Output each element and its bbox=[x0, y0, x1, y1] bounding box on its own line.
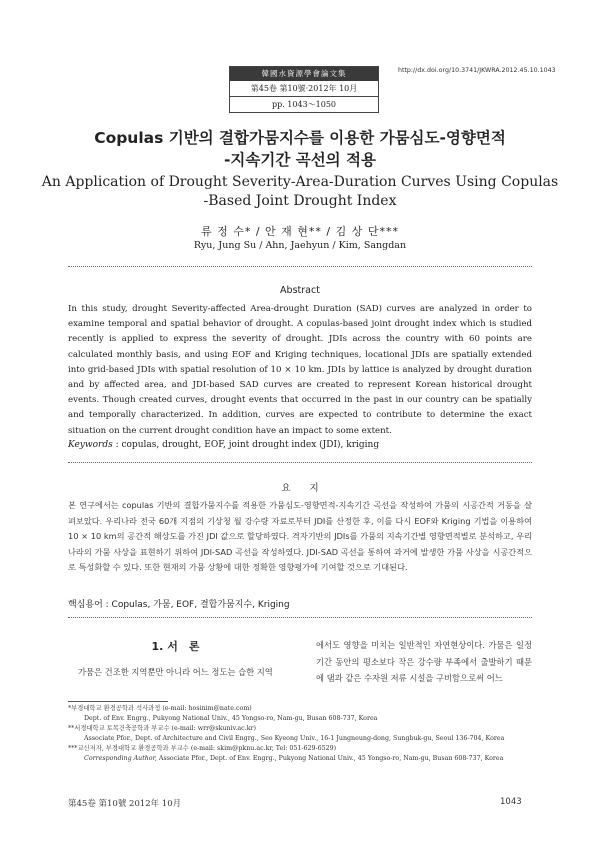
footnote-line: 부경대학교 환경공학과 석사과정 (e-mail: hosinim@nate.com) bbox=[71, 705, 252, 712]
footnote-1 bbox=[68, 704, 538, 724]
title-korean-line1: Copulas 기반의 결합가뭄지수를 이용한 가뭄심도-영향면적 bbox=[94, 129, 506, 147]
section-heading-introduction: 1. 서 론 bbox=[151, 640, 200, 653]
corresponding-author-label: Corresponding Author, bbox=[84, 755, 157, 763]
page-number: 1043 bbox=[500, 797, 522, 807]
footnote-line: Associate Pfor., Dept. of Architecture and Civil Engrg., Seo Kyeong Univ., 16-1 Jungneung-dong, Sungbuk-gu, Seoul 136-704, Korea bbox=[84, 735, 505, 743]
summary-keywords-label: 핵심용어 bbox=[68, 600, 103, 610]
authors-korean: 류 정 수* / 안 재 현** / 김 상 단*** bbox=[200, 225, 399, 238]
footnote-line: 서경대학교 토목건축공학과 부교수 (e-mail: wrr@skuniv.ac.kr) bbox=[74, 725, 256, 732]
divider bbox=[68, 266, 532, 267]
summary-keywords: 핵심용어 : Copulas, 가뭄, EOF, 결합가뭄지수, Kriging bbox=[68, 600, 290, 610]
footnote-line bbox=[68, 754, 538, 764]
divider bbox=[68, 462, 532, 463]
divider bbox=[68, 617, 532, 618]
authors-english: Ryu, Jung Su / Ahn, Jaehyun / Kim, Sangdan bbox=[193, 240, 407, 251]
footer-journal-issue: 第45卷 第10號 2012年 10月 bbox=[68, 799, 182, 809]
journal-pages: pp. 1043～1050 bbox=[271, 100, 337, 109]
keywords-label: Keywords bbox=[68, 440, 113, 450]
keywords-list: copulas, drought, EOF, joint drought index (JDI), kriging bbox=[121, 440, 380, 450]
title-korean-line2: -지속기간 곡선의 적용 bbox=[224, 151, 376, 169]
doi-link[interactable]: http://dx.doi.org/10.3741/JKWRA.2012.45.10.1043 bbox=[398, 67, 556, 74]
body-column-1: 가뭄은 건조한 지역뿐만 아니라 어느 정도는 습한 지역 bbox=[78, 667, 273, 677]
summary-text: 본 연구에서는 copulas 기반의 결합가뭄지수를 적용한 가뭄심도-영향면적-지속기간 곡선을 작성하여 가뭄의 시공간적 거동을 살펴보았다. 우리나라 전국 60개 지점의 기상청 월 강수량 자료로부터 JDI를 산정한 후, 이를 다시 EOF와 Kriging 기법을 이용하여 10 × 10 km의 공간적 해상도를 가진 JDI 값으로 할당하였다. 격자기반의 JDIs를 가뭄의 지속기간별 영향면적별로 분석하고, 우리나라의 가뭄 사상을 표현하기 위하여 JDI-SAD 곡선을 작성하였다. JDI-SAD 곡선을 통하여 과거에 발생한 가뭄 사상을 시공간적으로 특성화할 수 있다. 또한 현재의 가뭄 상황에 대한 정확한 영향평가에 기여할 것으로 기대된다. bbox=[68, 500, 532, 572]
footnote-mark: ** bbox=[68, 725, 75, 732]
title-english-line1: An Application of Drought Severity-Area-Duration Curves Using Copulas bbox=[41, 174, 559, 190]
title-english-line2: -Based Joint Drought Index bbox=[203, 193, 397, 209]
summary-heading: 요 지 bbox=[281, 483, 319, 494]
footnote-rule bbox=[68, 701, 168, 702]
footnote-2 bbox=[68, 724, 538, 744]
footnote-line: 교신저자, 부경대학교 환경공학과 부교수 (e-mail: skim@pknu.ac.kr, Tel: 051-629-6529) bbox=[77, 745, 337, 752]
footnote-line: Associate Pfor., Dept. of Env. Engrg., Pukyong National Univ., 45 Yongso-ro, Nam-gu, Busan 608-737, Korea bbox=[158, 755, 504, 763]
footnote-mark: * bbox=[68, 705, 72, 712]
abstract-keywords: Keywords : copulas, drought, EOF, joint drought index (JDI), kriging bbox=[68, 440, 380, 450]
abstract-heading: Abstract bbox=[280, 285, 320, 296]
body-column-2: 에서도 영향을 미치는 일반적인 자연현상이다. 가뭄은 일정 기간 동안의 평소보다 작은 강수량 부족에서 출발하기 때문에 댐과 같은 수자원 저류 시설을 구비함으로써 어느 bbox=[316, 640, 532, 683]
footnote-3 bbox=[68, 744, 538, 764]
summary-keywords-list: Copulas, 가뭄, EOF, 결합가뭄지수, Kriging bbox=[111, 600, 290, 610]
journal-info-box bbox=[229, 66, 379, 113]
journal-volume-issue: 第45卷 第10號·2012年 10月 bbox=[230, 81, 378, 97]
footnote-mark: *** bbox=[68, 745, 78, 752]
abstract-text: In this study, drought Severity-affected Area-drought Duration (SAD) curves are analyzed in order to examine temporal and spatial behavior of drought. A copulas-based joint drought index which is studied recently is applied to express the severity of drought. JDIs across the country with 60 points are calculated monthly basis, and using EOF and Kriging techniques, locational JDIs are spatially extended into grid-based JDIs with spatial resolution of 10 × 10 km. JDIs by lattice is analyzed by drought duration and by affected area, and JDI-based SAD curves are created to represent Korean historical drought events. Though created curves, drought events that occurred in the past in our country can be spatially and temporally characterized. In addition, curves are expected to contribute to determine the exact situation on the current drought condition have an impact to some extent. bbox=[68, 304, 532, 436]
journal-name: 韓國水資源學會論文集 bbox=[230, 67, 378, 81]
footnote-line: Dept. of Env. Engrg., Pukyong National Univ., 45 Yongso-ro, Nam-gu, Busan 608-737, Korea bbox=[84, 715, 378, 723]
